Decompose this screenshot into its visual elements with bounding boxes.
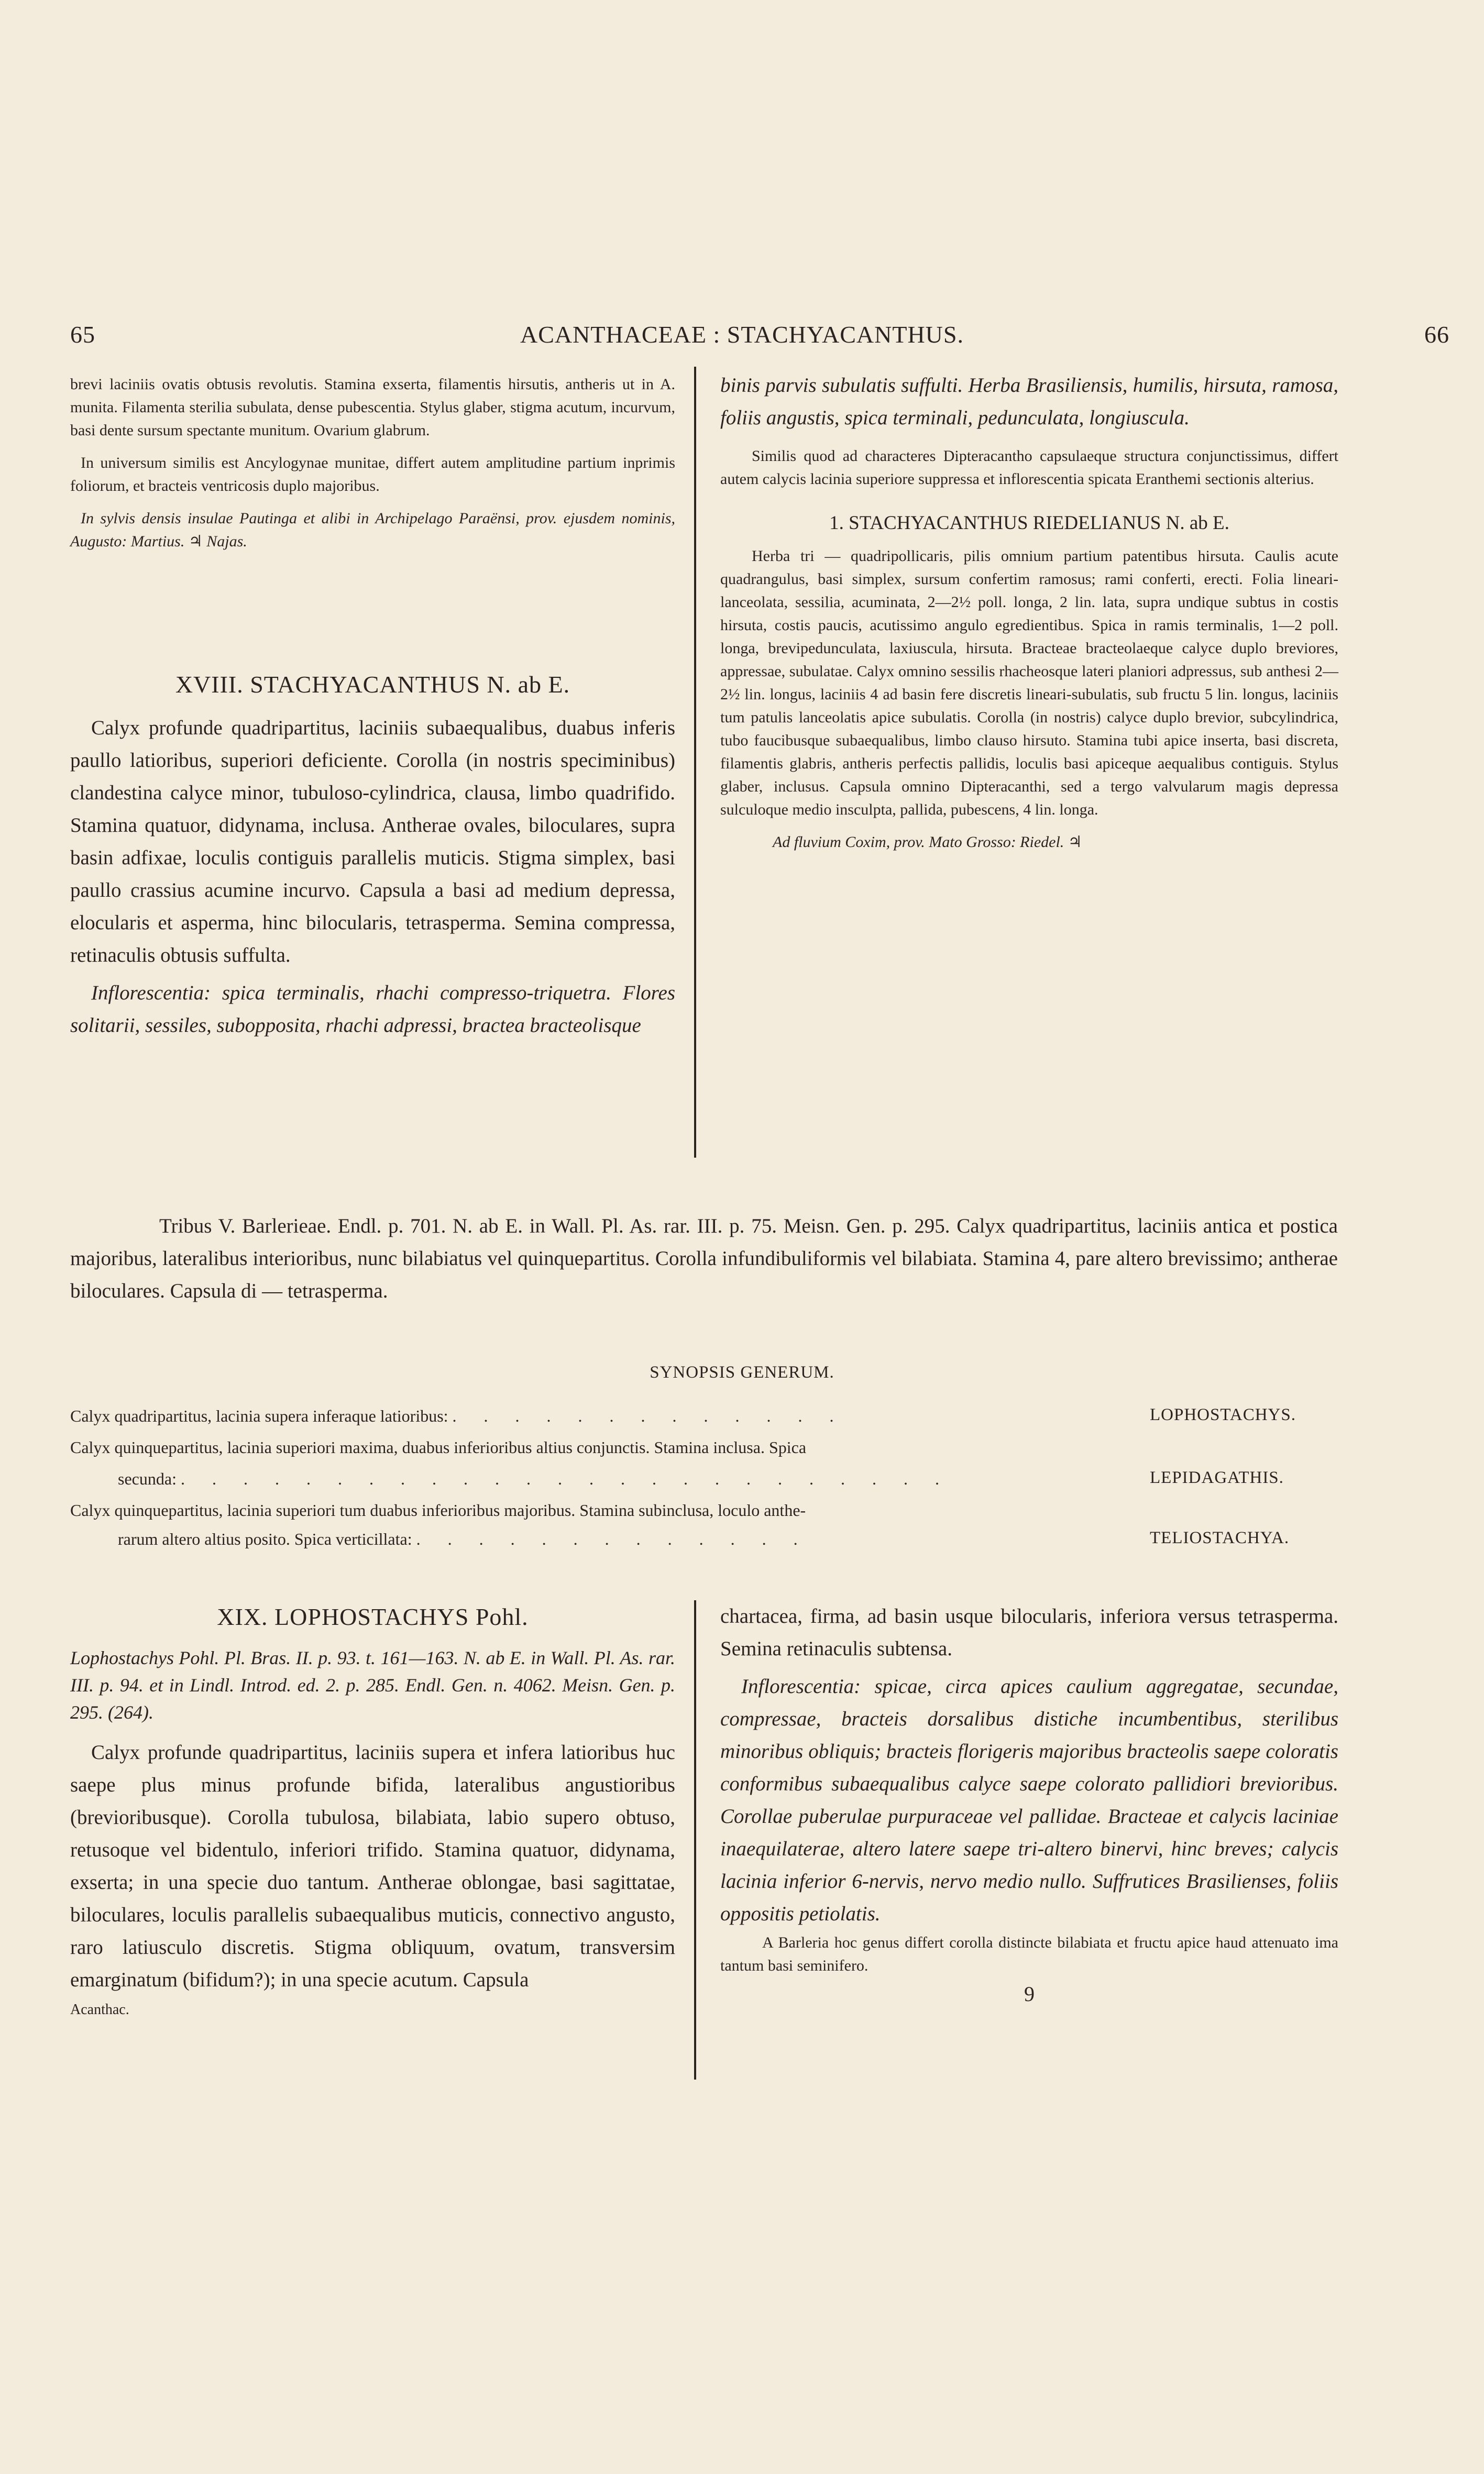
synopsis-text: Calyx quinquepartitus, lacinia superiori maxima, duabus inferioribus altius conjunctis. Stamina inclusa. Spica (70, 1438, 807, 1457)
tribe-block (70, 1210, 1338, 1313)
paragraph: In universum similis est Ancylogynae munitae, differt autem amplitudine partium inprimis foliorum, et bracteis ventricosis duplo majoribus. (70, 454, 675, 494)
note-paragraph: A Barleria hoc genus differt corolla distincte bilabiata et fructu apice haud attenuato ima tantum basi seminifero. (720, 1934, 1338, 1974)
synopsis-heading: SYNOPSIS GENERUM. (650, 1363, 834, 1382)
top-right-column (720, 369, 1338, 863)
paragraph: brevi laciniis ovatis obtusis revolutis. Stamina exserta, filamentis hirsutis, antheris ut in A. munita. Filamenta sterilia subulata, dense pubescentia. Stylus glaber, stigma acutum, incurvum, basi dente sursum spectante munitum. Ovarium glabrum. (70, 376, 675, 439)
locality-paragraph: Ad fluvium Coxim, prov. Mato Grosso: Riedel. ♃ (773, 833, 1082, 851)
genus-heading: XIX. LOPHOSTACHYS Pohl. (217, 1603, 529, 1630)
synopsis-text: secunda: (118, 1469, 177, 1488)
lophostachys-block (70, 1603, 675, 2018)
column-divider-bottom (694, 1600, 696, 2080)
synopsis-text: Calyx quinquepartitus, lacinia superiori tum duabus inferioribus majoribus. Stamina subinclusa, loculo anthe- (70, 1501, 806, 1520)
species-description: Herba tri — quadripollicaris, pilis omnium partium patentibus hirsuta. Caulis acute quadrangulus, basi simplex, sursum confertim ramosus; rami conferti, erecti. Folia lineari-lanceolata, sessilia, acuminata, 2—2½ poll. longa, 2 lin. lata, supra undique subtus in costis hirsuta, costis paucis, acutissimo angulo egredientibus. Spica in ramis terminalis, 1—2 poll. longa, brevipedunculata, laxiuscula, hirsuta. Bracteae bracteolaeque calyce duplo breviores, appressae, subulatae. Calyx omnino sessilis rhacheosque lateri planiori adpressus, sub anthesi 2—2½ lin. longus, laciniis 4 ad basin fere discretis lineari-subulatis, sub fructu 5 lin. longus, laciniis tum patulis lanceolatis apice subulatis. Corolla (in nostris) calyce duplo brevior, subcylindrica, tubo faucibusque subaequalibus, limbo clauso hirsuto. Stamina tubi apice inserta, basi discreta, filamentis glabris, antheris perfectis pallidis, loculis basi apiceque aequalibus contiguis. Stylus glaber, inclusus. Capsula omnino Dipteracanthi, sed a tergo valvularum magis depressa sulculoque medio insculpta, pallida, pubescens, 4 lin. longa. (720, 547, 1338, 818)
synopsis-text: Calyx quadripartitus, lacinia supera inferaque latioribus: (70, 1406, 448, 1425)
locality-paragraph: In sylvis densis insulae Pautinga et alibi in Archipelago Paraënsi, prov. ejusdem nominis, Augusto: Martius. ♃ Najas. (70, 510, 675, 550)
paragraph: Similis quod ad characteres Dipteracantho capsulaeque structura conjunctissimus, differt autem calycis lacinia superiore suppressa et inflorescentia spicata Eranthemi sectionis alterius. (720, 447, 1338, 488)
references: Lophostachys Pohl. Pl. Bras. II. p. 93. t. 161—163. N. ab E. in Wall. Pl. As. rar. III. p. 94. et in Lindl. Introd. ed. 2. p. 285. Endl. Gen. n. 4062. Meisn. Gen. p. 295. (264). (70, 1647, 675, 1723)
inflorescence-paragraph: Inflorescentia: spicae, circa apices caulium aggregatae, secundae, compressae, bracteis dorsalibus distiche incumbentibus, sterilibus minoribus obliquis; bracteis florigeris majoribus bracteolis saepe coloratis conformibus subaequalibus calyce saepe colorato pallidiori brevioribus. Corollae puberulae purpuraceae vel pallidae. Bracteae et calycis laciniae inaequilaterae, altero latere saepe tri-altero binervi, hinc breves; calycis lacinia inferior 6-nervis, nervo medio nullo. Suffrutices Brasilienses, foliis oppositis petiolatis. (720, 1675, 1338, 1925)
genus-description: Calyx profunde quadripartitus, laciniis supera et infera latioribus huc saepe plus minus profunde bifida, lateralibus angustioribus (brevioribusque). Corolla tubulosa, bilabiata, labio supero obtuso, retusoque vel bidentulo, inferiori trifido. Stamina quatuor, didynama, exserta; in una specie duo tantum. Antherae oblongae, basi sagittatae, biloculares, loculis parallelis subaequalibus muticis, connectivo angusto, raro latiusculo discretis. Stigma obliquum, ovatum, transversim emarginatum (bifidum?); in una specie acutum. Capsula (70, 1741, 675, 1991)
synopsis-row: Calyx quadripartitus, lacinia supera inferaque latioribus: . . . . . . . . . . . . . (70, 1406, 845, 1425)
bottom-right-column (720, 1600, 1338, 2006)
genus-name-lepidagathis: LEPIDAGATHIS. (1150, 1468, 1284, 1487)
sheet-number: 9 (1024, 1982, 1035, 2006)
genus-heading: XVIII. STACHYACANTHUS N. ab E. (175, 671, 570, 698)
synopsis-row-continued: secunda: . . . . . . . . . . . . . . . . . . . . . . . . . (118, 1469, 951, 1488)
stachyacanthus-genus-block (70, 670, 675, 1047)
synopsis-row (70, 1438, 1327, 1457)
synopsis-row (70, 1501, 1327, 1520)
synopsis-row-continued: rarum altero altius posito. Spica verticillata: . . . . . . . . . . . . . (118, 1530, 809, 1548)
running-title: ACANTHACEAE : STACHYACANTHUS. (520, 321, 964, 348)
signature-mark: Acanthac. (70, 2002, 129, 2018)
species-heading: 1. STACHYACANTHUS RIEDELIANUS N. ab E. (829, 512, 1229, 534)
genus-name-teliostachya: TELIOSTACHYA. (1150, 1529, 1290, 1547)
paragraph: binis parvis subulatis suffulti. Herba Brasiliensis, humilis, hirsuta, ramosa, foliis angustis, spica terminali, pedunculata, longiuscula. (720, 374, 1338, 429)
paragraph: chartacea, firma, ad basin usque bilocularis, inferiora versus tetrasperma. Semina retinaculis subtensa. (720, 1605, 1338, 1660)
synopsis-text: rarum altero altius posito. Spica verticillata: (118, 1530, 412, 1548)
genus-description: Calyx profunde quadripartitus, laciniis subaequalibus, duabus inferis paullo latioribus, superiori deficiente. Corolla (in nostris speciminibus) clandestina calyce minor, tubuloso-cylindrica, clausa, limbo quadrifido. Stamina quatuor, didynama, inclusa. Antherae ovales, biloculares, supra basin adfixae, loculis contiguis parallelis muticis. Stigma simplex, basi paullo crassius acumine incurvo. Capsula a basi ad medium depressa, elocularis et asperma, hinc bilocularis, tetrasperma. Semina compressa, retinaculis obtusis suffulta. (70, 717, 675, 966)
top-left-column (70, 373, 675, 563)
inflorescence-paragraph: Inflorescentia: spica terminalis, rhachi compresso-triquetra. Flores solitarii, sessiles, subopposita, rhachi adpressi, bractea bracteolisque (70, 982, 675, 1037)
page-number-left: 65 (70, 321, 95, 348)
genus-name-lophostachys: LOPHOSTACHYS. (1150, 1405, 1296, 1424)
page-number-right: 66 (1424, 321, 1449, 348)
column-divider-top (694, 367, 696, 1158)
tribe-paragraph: Tribus V. Barlerieae. Endl. p. 701. N. ab E. in Wall. Pl. As. rar. III. p. 75. Meisn. Gen. p. 295. Calyx quadripartitus, laciniis antica et postica majoribus, lateralibus interioribus, nunc bilabiatus vel quinquepartitus. Corolla infundibuliformis vel bilabiata. Stamina 4, pare altero brevissimo; antherae biloculares. Capsula di — tetrasperma. (70, 1215, 1338, 1302)
